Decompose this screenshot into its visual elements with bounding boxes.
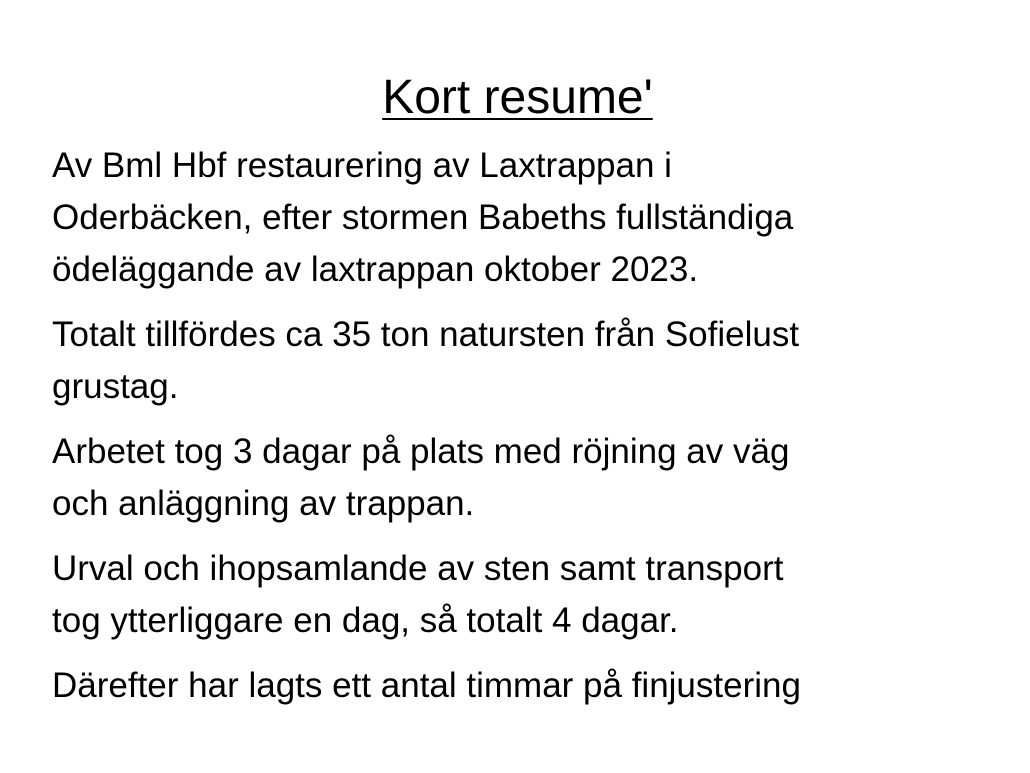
paragraph-line: Totalt tillfördes ca 35 ton natursten från Sofielust	[52, 315, 800, 354]
paragraph-transport	[52, 543, 1012, 647]
paragraph-line: och anläggning av trappan.	[52, 484, 475, 523]
paragraph-line: ödeläggande av laxtrappan oktober 2023.	[52, 250, 699, 289]
paragraph-line: Urval och ihopsamlande av sten samt transport	[52, 549, 784, 588]
paragraph-line: Av Bml Hbf restaurering av Laxtrappan i	[52, 146, 672, 185]
paragraph-line: tog ytterliggare en dag, så totalt 4 dagar.	[52, 601, 679, 640]
slide-body	[52, 140, 1012, 725]
slide-title-text: Kort resume'	[382, 71, 653, 124]
paragraph-line: Därefter har lagts ett antal timmar på finjustering	[52, 666, 801, 705]
paragraph-line: grustag.	[52, 367, 179, 406]
paragraph-line: Arbetet tog 3 dagar på plats med röjning av väg	[52, 432, 790, 471]
paragraph-stone-amount	[52, 309, 1012, 413]
paragraph-restoration	[52, 140, 1012, 296]
paragraph-work-days	[52, 426, 1012, 530]
paragraph-line: Oderbäcken, efter stormen Babeths fullständiga	[52, 198, 794, 237]
slide-title	[0, 66, 1030, 130]
paragraph-finetuning	[52, 660, 1012, 712]
